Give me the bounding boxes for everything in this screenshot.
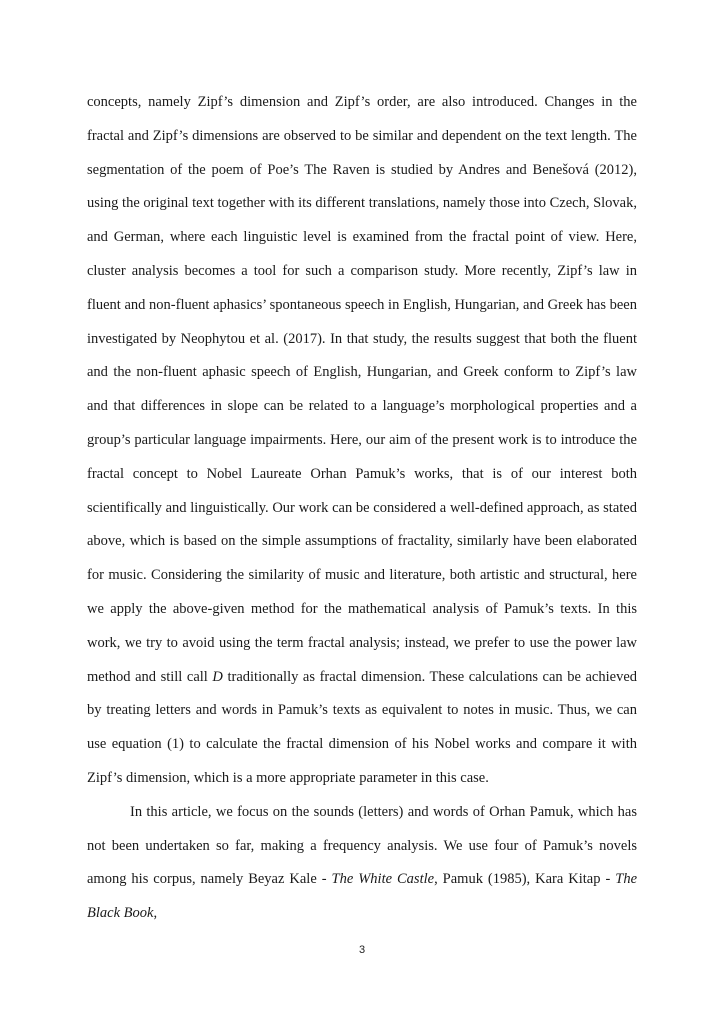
page-number: 3 xyxy=(358,944,366,956)
paragraph-1-text: concepts, namely Zipf’s dimension and Zipf’s order, are also introduced. Changes in the fractal and Zipf’s dimensions are observed to be similar and dependent on the text length. The segmentation of the poem of Poe’s The Raven is studied by Andres and Benešová (2012), using the original text together with its different translations, namely those into Czech, Slovak, and German, where each linguistic level is examined from the fractal point of view. Here, cluster analysis becomes a tool for such a comparison study. More recently, Zipf’s law in fluent and non-fluent aphasics’ spontaneous speech in English, Hungarian, and Greek has been investigated by Neophytou et al. (2017). In that study, the results suggest that both the fluent and the non-fluent aphasic speech of English, Hungarian, and Greek conform to Zipf’s law and that differences in slope can be related to a language’s morphological properties and a group’s particular language impairments. Here, our aim of the present work is to introduce the fractal concept to Nobel Laureate Orhan Pamuk’s works, that is of our interest both scientifically and linguistically. Our work can be considered a well-defined approach, as stated above, which is based on the simple assumptions of fractality, similarly have been elaborated for music. Considering the similarity of music and literature, both artistic and structural, here we apply the above-given method for the mathematical analysis of Pamuk’s texts. In this work, we try to avoid using the term fractal analysis; instead, we prefer to use the power law method and still call xyxy=(87,94,637,685)
paragraph-1-end: traditionally as fractal dimension. These calculations can be achieved by treating letters and words in Pamuk’s texts as equivalent to notes in music. Thus, we can use equation (1) to calculate the fractal dimension of his Nobel works and compare it with Zipf’s dimension, which is a more appropriate parameter in this case. xyxy=(87,668,638,786)
paragraph-2-end: , xyxy=(153,905,158,922)
paragraph-2-start: In this article, we focus on the sounds (letters) and words of Orhan Pamuk, which has not been undertaken so far, making a frequency analysis. We use four of Pamuk’s novels among his corpus, namely Beyaz Kale - xyxy=(87,803,637,888)
title-white-castle: The White Castle xyxy=(331,871,435,888)
body-text xyxy=(87,86,637,931)
paragraph-1 xyxy=(87,86,637,796)
paragraph-2 xyxy=(87,796,637,931)
paragraph-2-mid: , Pamuk (1985), Kara Kitap - xyxy=(434,871,616,888)
title-black-book: The Black Book xyxy=(87,871,637,922)
symbol-d: D xyxy=(212,668,223,685)
